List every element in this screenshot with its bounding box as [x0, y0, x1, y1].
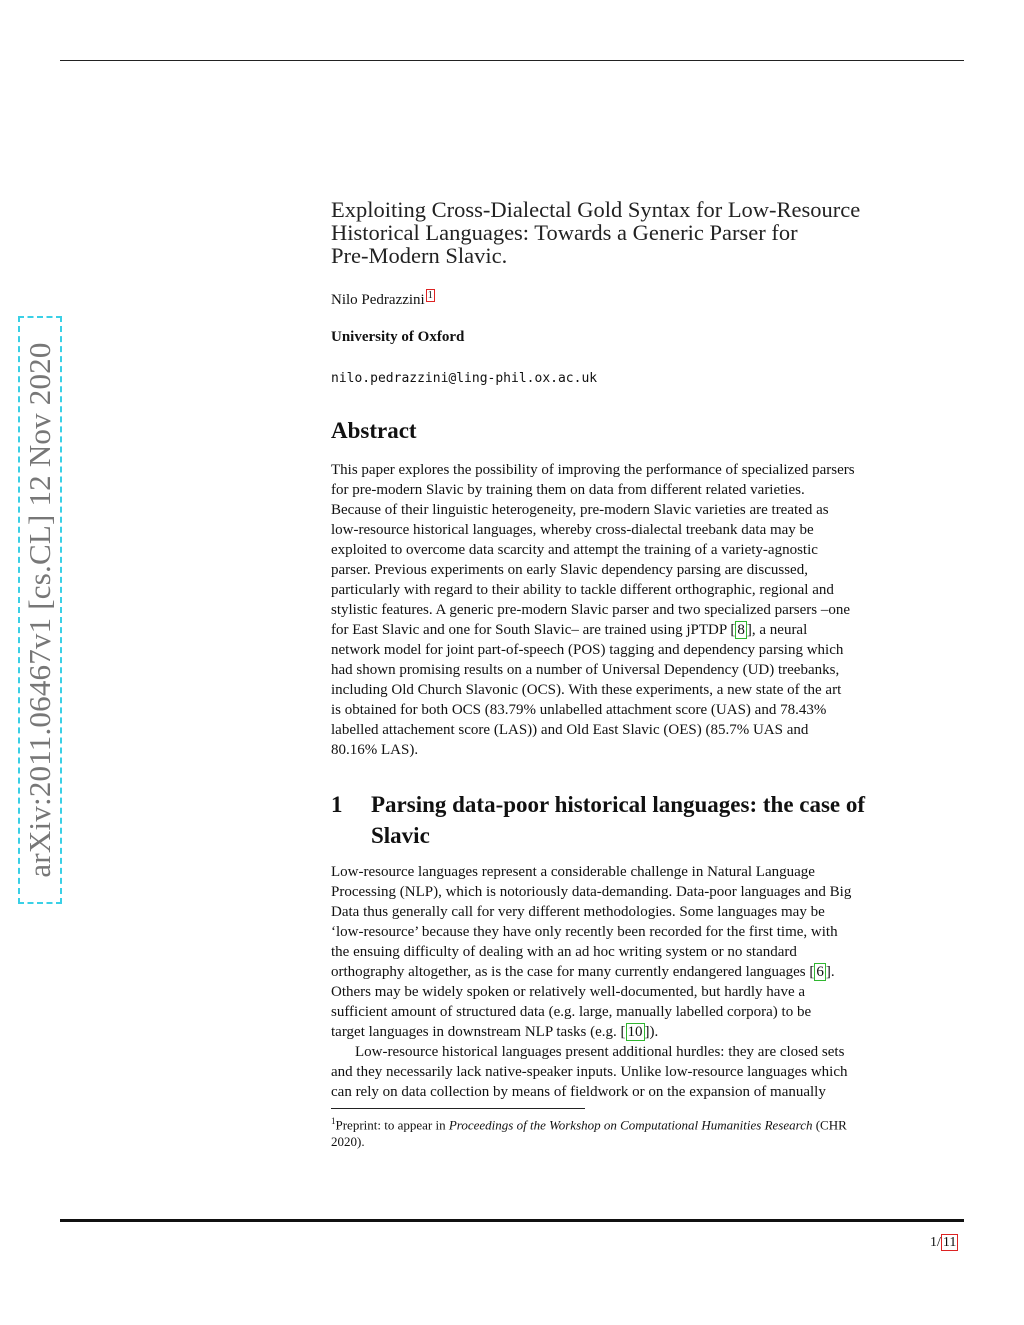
footnote-mark: 1	[331, 1116, 336, 1126]
author-email: nilo.pedrazzini@ling-phil.ox.ac.uk	[331, 371, 598, 386]
body-line: Low-resource languages represent a considerable challenge in Natural Language	[331, 864, 815, 880]
body-line: Low-resource historical languages present additional hurdles: they are closed sets	[355, 1044, 845, 1060]
author-footnote-link[interactable]: 1	[427, 290, 433, 301]
abstract-line: exploited to overcome data scarcity and attempt the training of a variety-agnostic	[331, 542, 818, 558]
abstract-heading: Abstract	[331, 418, 417, 443]
section-title	[371, 789, 971, 851]
header-rule	[60, 60, 964, 61]
abstract-line: stylistic features. A generic pre-modern Slavic parser and two specialized parsers –one	[331, 602, 850, 618]
paper-title	[331, 198, 965, 267]
title-line: Pre-Modern Slavic.	[331, 243, 508, 268]
body-line: can rely on data collection by means of fieldwork or on the expansion of manually	[331, 1084, 826, 1100]
abstract-line: Because of their linguistic heterogeneity, pre-modern Slavic varieties are treated as	[331, 502, 829, 518]
body-line: Data thus generally call for very different methodologies. Some languages may be	[331, 904, 825, 920]
abstract-body	[331, 460, 965, 760]
abstract-line: network model for joint part-of-speech (POS) tagging and dependency parsing which	[331, 642, 844, 658]
page-number	[930, 1235, 958, 1251]
footnote-rule	[331, 1108, 585, 1109]
page-total-link[interactable]: 11	[942, 1235, 957, 1250]
body-line: the ensuing difficulty of dealing with an ad hoc writing system or no standard	[331, 944, 797, 960]
footnote-text: Preprint: to appear in	[335, 1117, 449, 1133]
citation-link[interactable]: 6	[816, 964, 824, 980]
abstract-line: labelled attachement score (LAS)) and Old East Slavic (OES) (85.7% UAS and	[331, 722, 809, 738]
title-line: Historical Languages: Towards a Generic Parser for	[331, 220, 798, 245]
footnote-text-after: (CHR	[812, 1117, 847, 1133]
abstract-line: This paper explores the possibility of improving the performance of specialized parsers	[331, 462, 855, 478]
affiliation: University of Oxford	[331, 329, 465, 345]
section-title-line: Parsing data-poor historical languages: the case of	[371, 792, 866, 817]
section-number: 1	[331, 792, 343, 817]
footer-rule	[60, 1219, 964, 1222]
abstract-line: is obtained for both OCS (83.79% unlabelled attachment score (UAS) and 78.43%	[331, 702, 827, 718]
arxiv-stamp-text: arXiv:2011.06467v1 [cs.CL] 12 Nov 2020	[22, 342, 57, 878]
citation-link[interactable]: 8	[737, 622, 745, 638]
arxiv-stamp-link[interactable]	[18, 316, 62, 904]
abstract-line: low-resource historical languages, whereby cross-dialectal treebank data may be	[331, 522, 814, 538]
citation-link[interactable]: 10	[627, 1024, 643, 1040]
abstract-line: for East Slavic and one for South Slavic– are trained using jPTDP [ 8 ], a neural	[331, 622, 808, 638]
abstract-line: including Old Church Slavonic (OCS). With these experiments, a new state of the art	[331, 682, 842, 698]
footnote	[331, 1113, 965, 1150]
page-current: 1/	[930, 1235, 941, 1250]
body-line: Processing (NLP), which is notoriously data-demanding. Data-poor languages and Big	[331, 884, 852, 900]
body-line: orthography altogether, as is the case for many currently endangered languages [ 6 ].	[331, 964, 835, 980]
abstract-line: had shown promising results on a number of Universal Dependency (UD) treebanks,	[331, 662, 840, 678]
body-line: sufficient amount of structured data (e.g. large, manually labelled corpora) to be	[331, 1004, 812, 1020]
body-line: ‘low-resource’ because they have only recently been recorded for the first time, with	[331, 924, 838, 940]
footnote-line2: 2020).	[331, 1134, 365, 1150]
section-body	[331, 862, 965, 1102]
title-line: Exploiting Cross-Dialectal Gold Syntax for Low-Resource	[331, 197, 861, 222]
abstract-line: 80.16% LAS).	[331, 742, 419, 758]
abstract-line: particularly with regard to their ability to tackle different orthographic, regional and	[331, 582, 834, 598]
abstract-line: for pre-modern Slavic by training them on data from different related varieties.	[331, 482, 805, 498]
author-line	[331, 289, 965, 309]
footnote-venue: Proceedings of the Workshop on Computational Humanities Research	[448, 1117, 813, 1133]
section-title-line: Slavic	[371, 823, 430, 848]
body-line: target languages in downstream NLP tasks (e.g. [ 10 ]).	[331, 1024, 659, 1040]
body-line: Others may be widely spoken or relatively well-documented, but hardly have a	[331, 984, 806, 1000]
body-line: and they necessarily lack native-speaker inputs. Unlike low-resource languages which	[331, 1064, 848, 1080]
abstract-line: parser. Previous experiments on early Slavic dependency parsing are discussed,	[331, 562, 808, 578]
author-name: Nilo Pedrazzini	[331, 292, 425, 308]
